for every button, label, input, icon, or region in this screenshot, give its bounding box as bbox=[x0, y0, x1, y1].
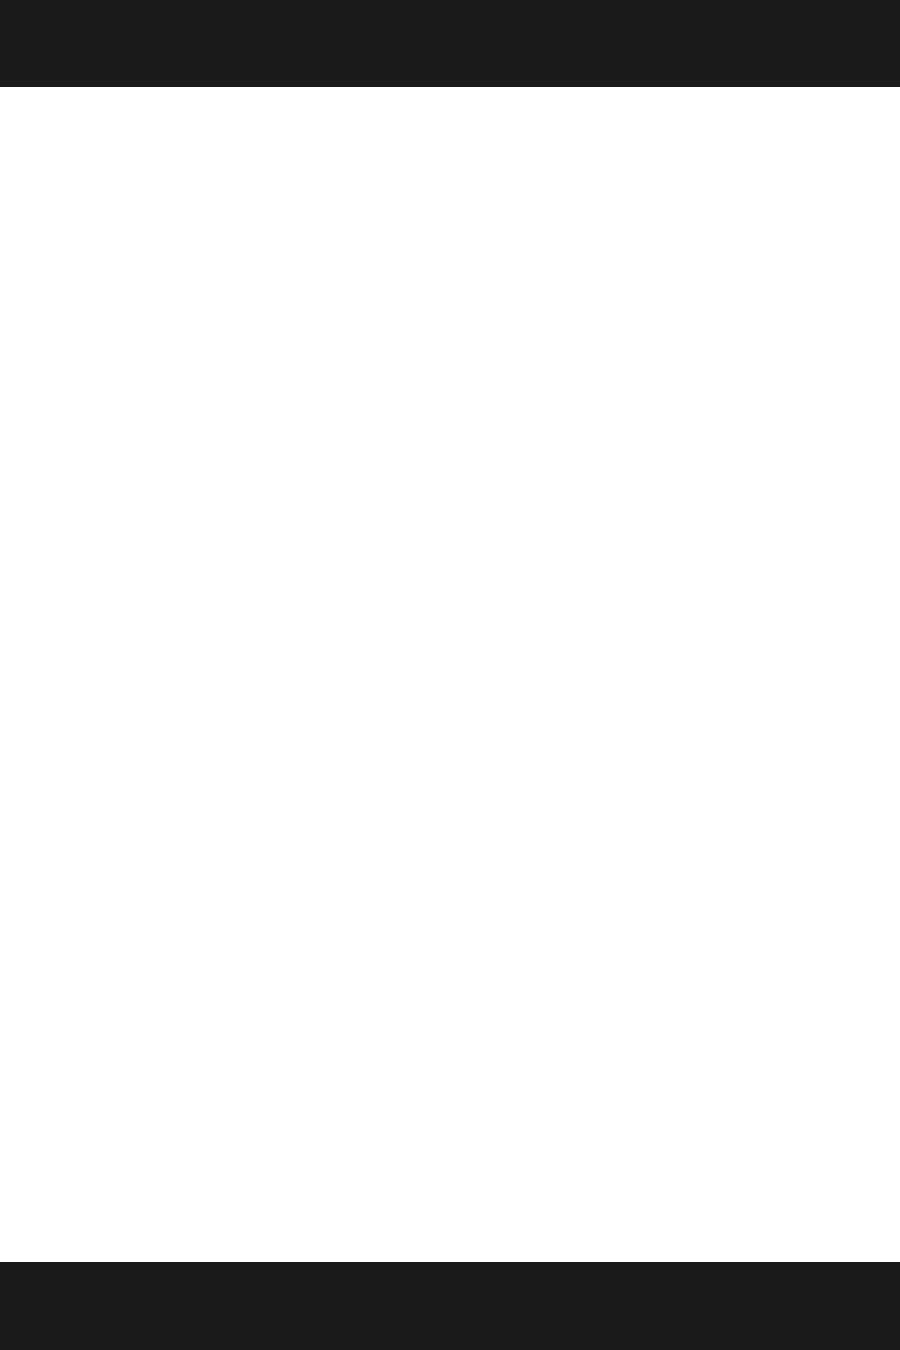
ornamental-scroll-border-icon bbox=[0, 0, 900, 87]
bottom-ornamental-border bbox=[0, 1262, 900, 1350]
top-ornamental-border bbox=[0, 0, 900, 87]
ornamental-acanthus-border-icon bbox=[0, 1262, 900, 1350]
